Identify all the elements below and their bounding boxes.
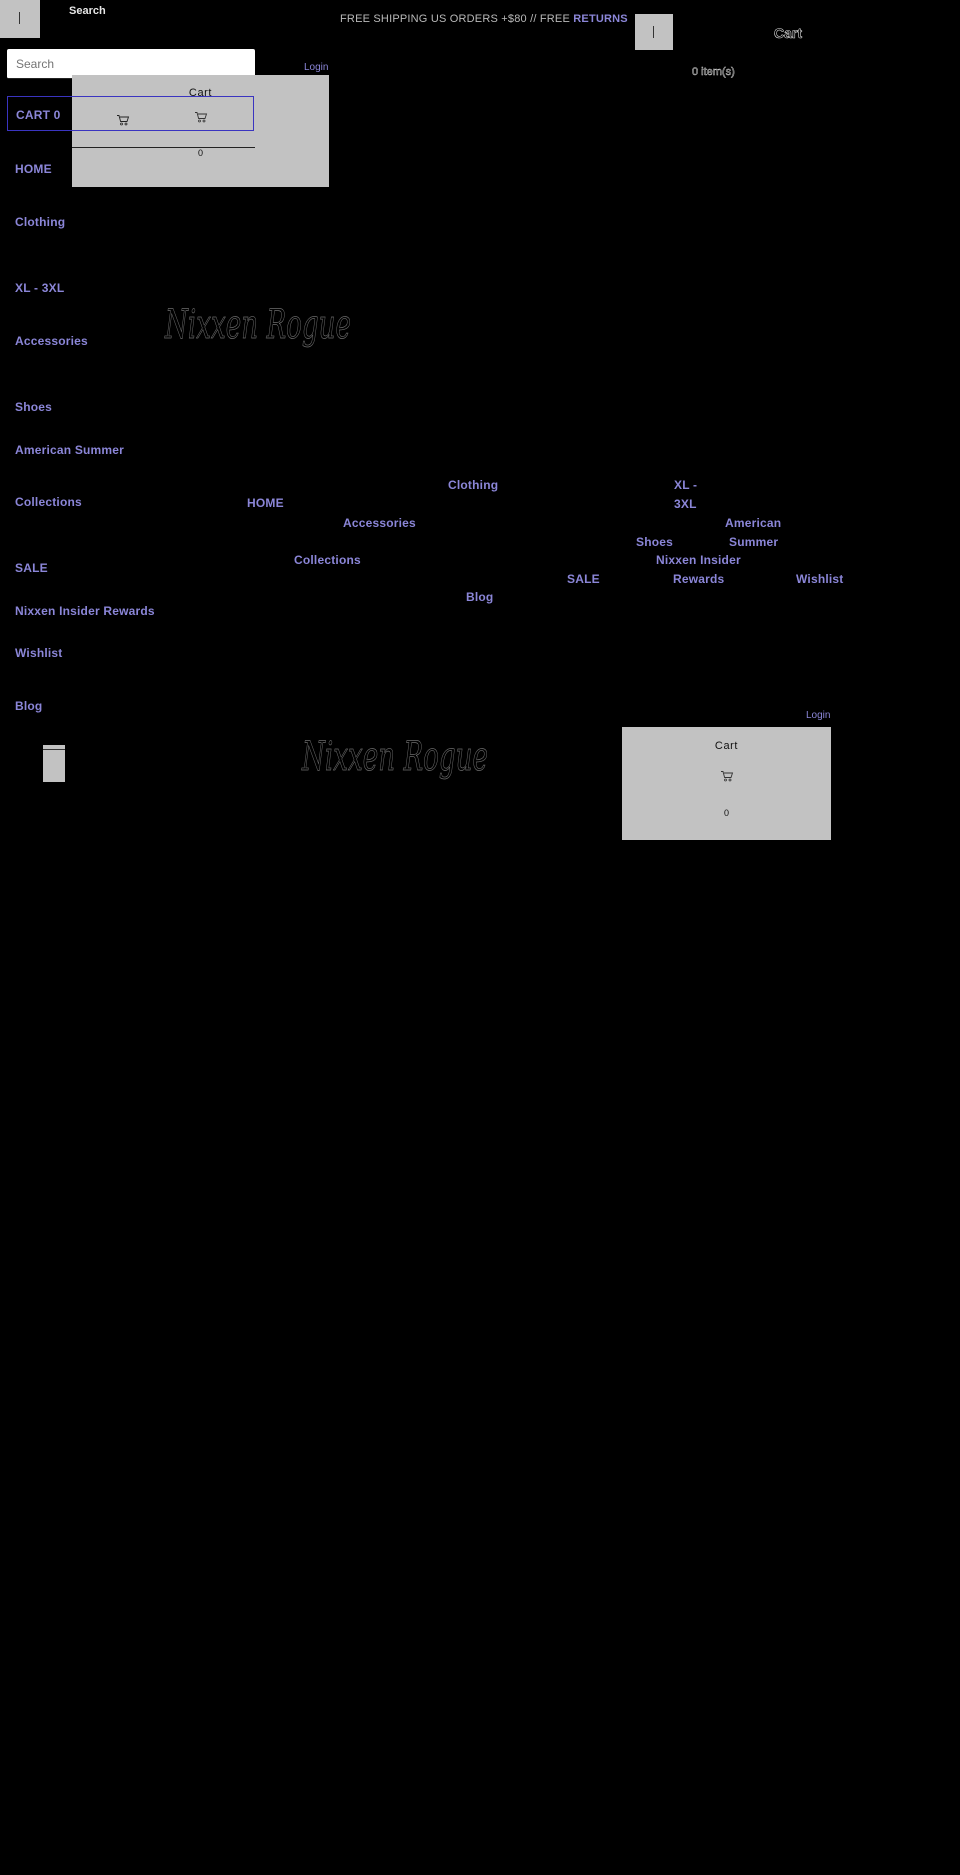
announcement-text: FREE SHIPPING US ORDERS +$80 // FREE: [340, 13, 574, 25]
drawer-cart-button[interactable]: [7, 96, 254, 131]
menu-icon: [653, 26, 654, 38]
secondary-toggle-button[interactable]: [635, 14, 673, 50]
drawer-item-american-summer[interactable]: American Summer: [15, 443, 125, 457]
nav-summer[interactable]: Summer: [729, 535, 779, 549]
drawer-item-rewards[interactable]: Nixxen Insider Rewards: [15, 604, 155, 618]
header-cart-items[interactable]: 0 item(s): [692, 66, 735, 78]
drawer-item-xl-3xl[interactable]: XL - 3XL: [15, 281, 65, 295]
drawer-divider: [72, 147, 255, 148]
nav-american[interactable]: American: [725, 516, 782, 530]
login-link-label: Login: [304, 62, 329, 73]
header-cart-title[interactable]: Cart: [774, 25, 803, 41]
menu-icon: [19, 12, 20, 24]
drawer-scroll-handle[interactable]: [43, 745, 65, 782]
drawer-item-accessories[interactable]: Accessories: [15, 334, 88, 348]
logo-text: Nixxen Rogue: [164, 302, 351, 348]
announcement-bar: [340, 13, 628, 25]
cart-panel-count: 0: [197, 148, 203, 158]
nav-nixxen-insider[interactable]: Nixxen Insider: [656, 553, 741, 567]
search-link[interactable]: Search: [69, 5, 106, 17]
nav-collections[interactable]: Collections: [294, 553, 361, 567]
nav-home[interactable]: HOME: [247, 496, 284, 510]
handle-line: [43, 749, 65, 750]
brand-logo[interactable]: [297, 712, 497, 812]
logo-text: Nixxen Rogue: [301, 734, 488, 780]
cart-button-label: CART 0: [16, 108, 61, 122]
header-cart-panel[interactable]: [622, 727, 831, 840]
nav-xl[interactable]: XL -: [674, 478, 698, 492]
nav-blog[interactable]: Blog: [466, 590, 494, 604]
menu-toggle-button[interactable]: [0, 0, 40, 38]
returns-link[interactable]: RETURNS: [573, 13, 628, 25]
nav-clothing[interactable]: Clothing: [448, 478, 499, 492]
drawer-login-link[interactable]: [304, 57, 328, 75]
nav-3xl[interactable]: 3XL: [674, 497, 697, 511]
nav-wishlist[interactable]: Wishlist: [796, 572, 844, 586]
cart-icon: [116, 114, 130, 126]
drawer-item-collections[interactable]: Collections: [15, 495, 82, 509]
drawer-item-sale[interactable]: SALE: [15, 561, 48, 575]
nav-accessories[interactable]: Accessories: [343, 516, 416, 530]
nav-rewards[interactable]: Rewards: [673, 572, 725, 586]
header-login-link[interactable]: Login: [806, 710, 831, 721]
drawer-item-home[interactable]: HOME: [15, 162, 52, 176]
cart-icon: [720, 770, 734, 782]
nav-shoes[interactable]: Shoes: [636, 535, 674, 549]
drawer-cart-panel[interactable]: [72, 75, 329, 187]
drawer-item-wishlist[interactable]: Wishlist: [15, 646, 63, 660]
cart-panel-title: Cart: [714, 740, 739, 752]
cart-panel-title: Cart: [188, 87, 213, 99]
drawer-item-blog[interactable]: Blog: [15, 699, 43, 713]
drawer-item-shoes[interactable]: Shoes: [15, 400, 53, 414]
cart-panel-count: 0: [723, 808, 729, 818]
drawer-item-clothing[interactable]: Clothing: [15, 215, 66, 229]
brand-logo[interactable]: [160, 280, 360, 380]
nav-sale[interactable]: SALE: [567, 572, 600, 586]
